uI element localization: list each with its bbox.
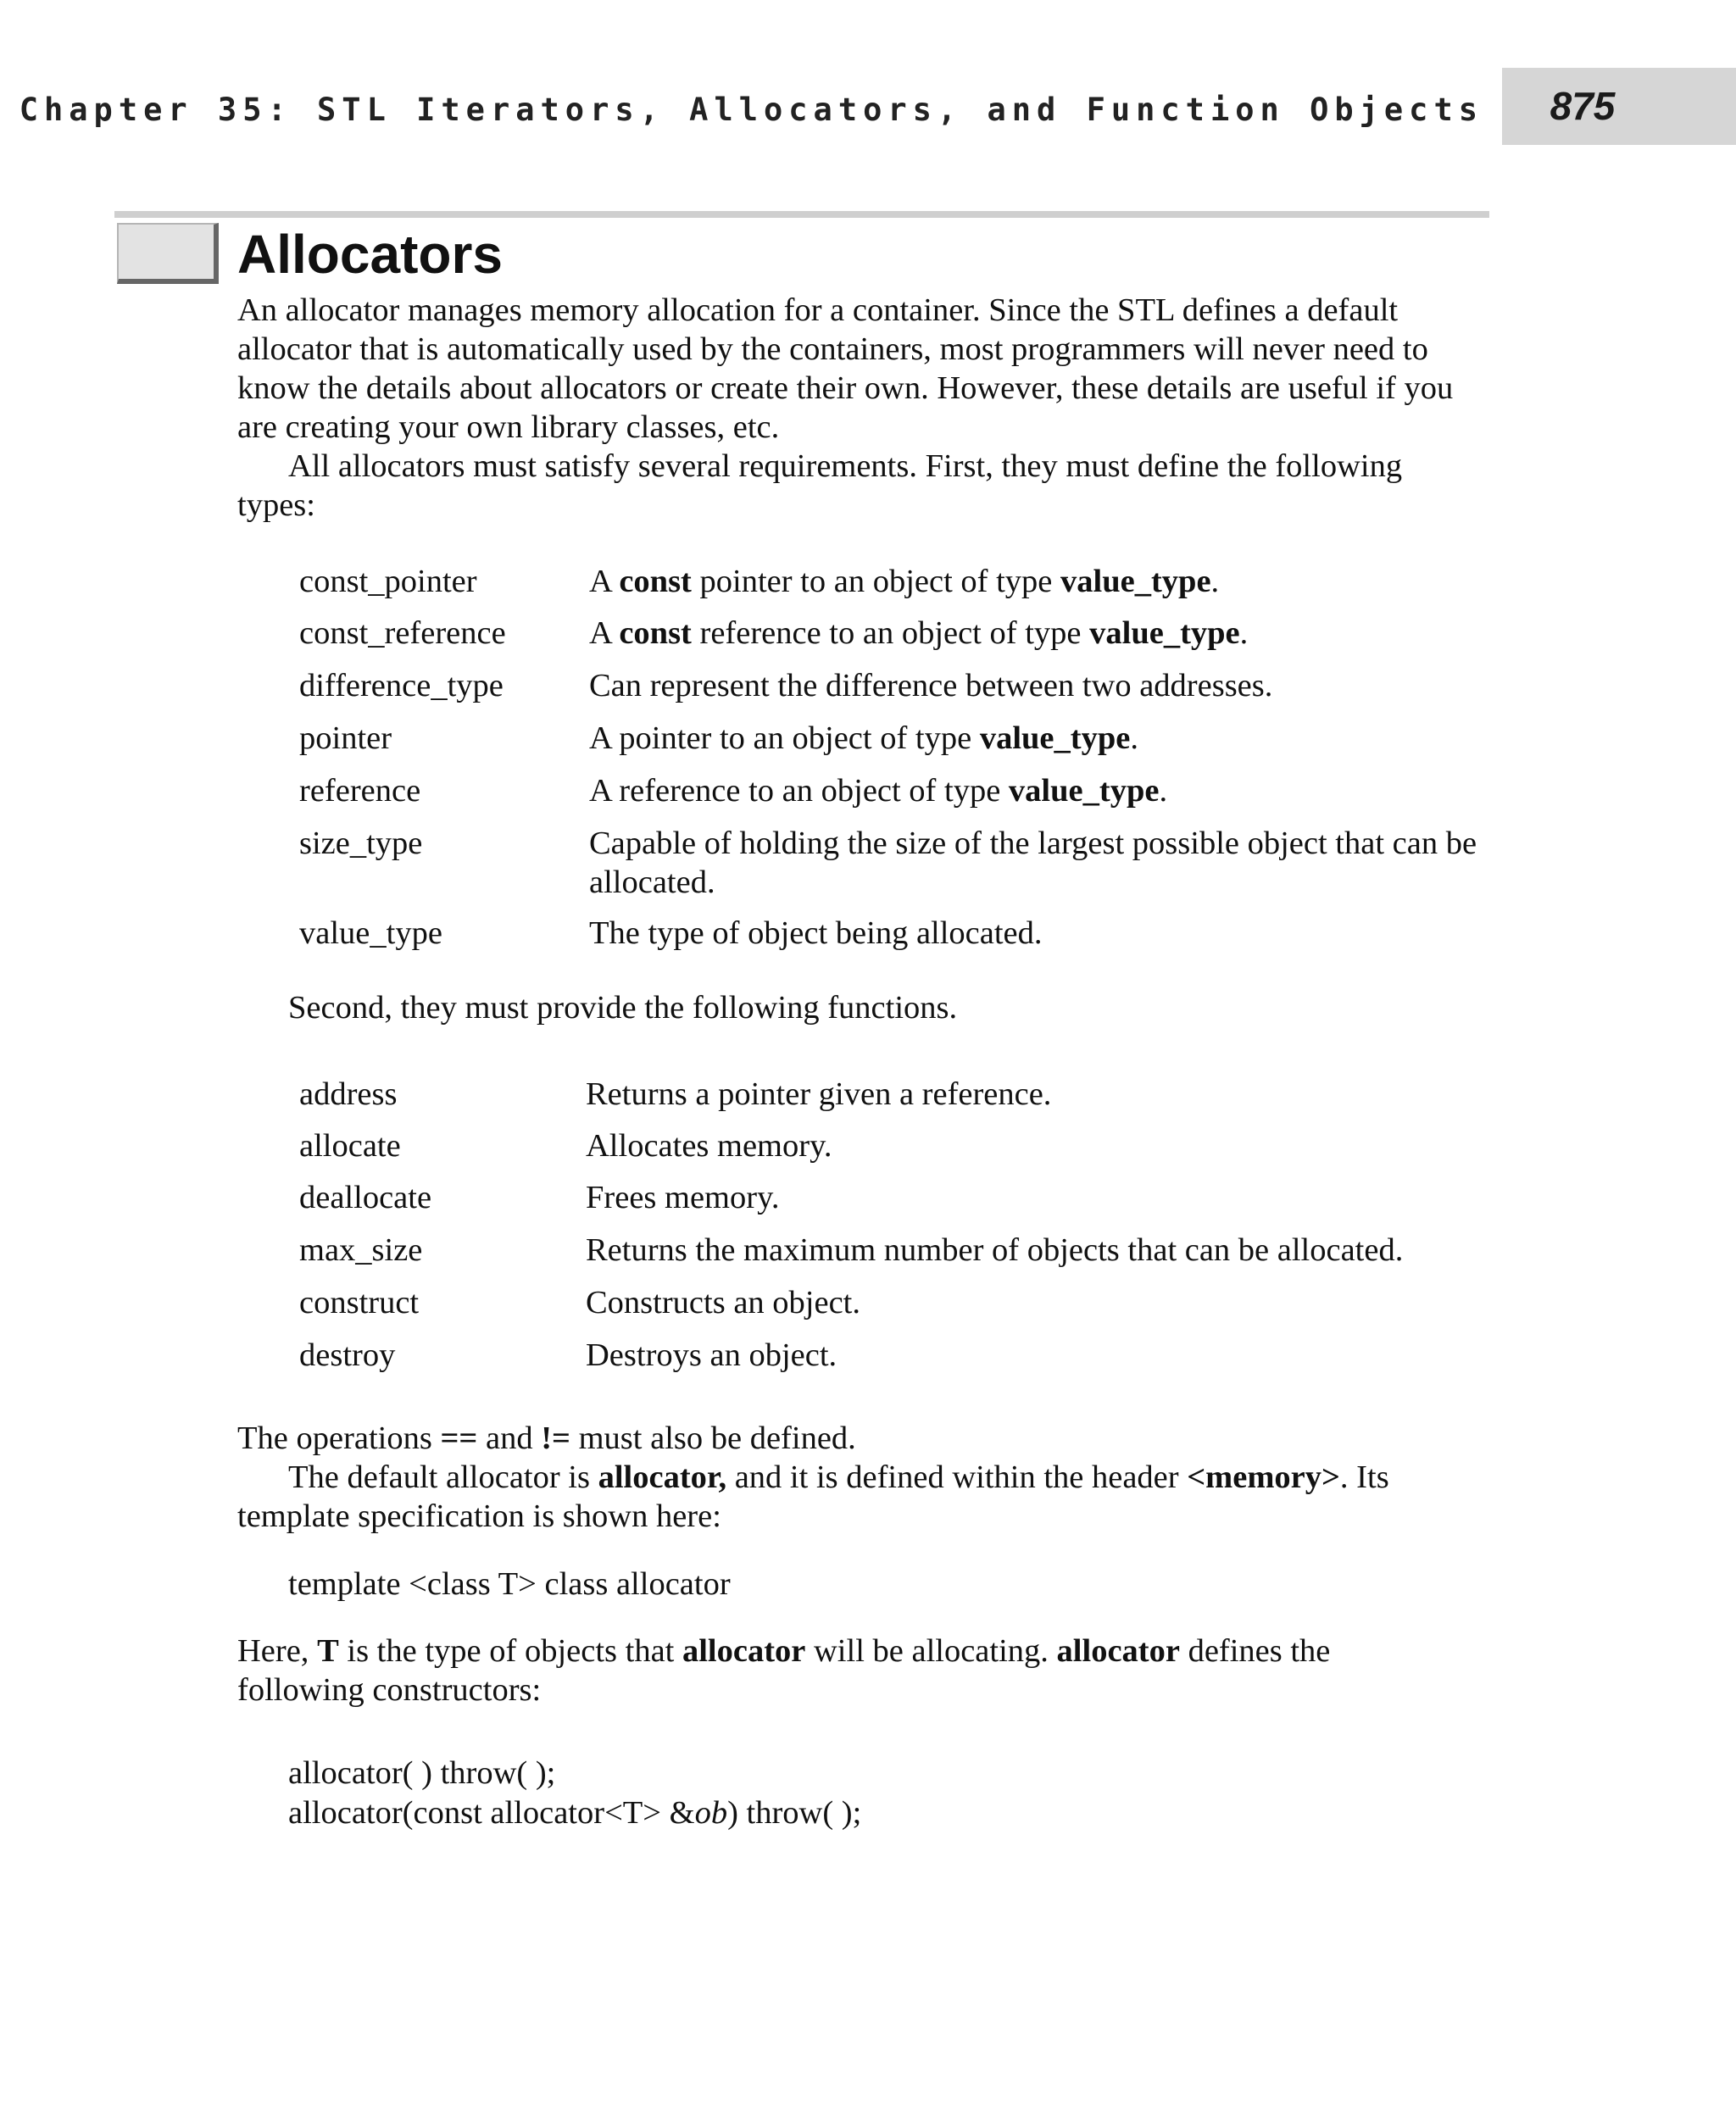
function-description: Allocates memory. bbox=[586, 1128, 832, 1164]
intro-paragraph: An allocator manages memory allocation for a container. Since the STL defines a default allocator that is automatically used by the containers, most programmers will never need to know the details about allocators or create their own. However, these details are useful if you are creating your own library classes, etc. bbox=[237, 292, 1454, 445]
template-spec: template <class T> class allocator bbox=[288, 1566, 731, 1602]
type-description: A reference to an object of type value_type. bbox=[589, 773, 1168, 809]
functions-intro: Second, they must provide the following functions. bbox=[288, 990, 958, 1026]
type-description: Capable of holding the size of the largest possible object that can be allocated. bbox=[589, 826, 1477, 900]
default-allocator-paragraph: The default allocator is allocator, and it is defined within the header <memory>. Its template specification is shown here: bbox=[237, 1459, 1389, 1534]
function-term: address bbox=[299, 1076, 398, 1112]
function-description: Returns the maximum number of objects that can be allocated. bbox=[586, 1232, 1404, 1268]
type-description: Can represent the difference between two addresses. bbox=[589, 668, 1273, 703]
type-description: A const reference to an object of type value_type. bbox=[589, 615, 1249, 651]
section-rule bbox=[114, 211, 1489, 218]
type-description: The type of object being allocated. bbox=[589, 915, 1043, 951]
type-description: A const pointer to an object of type value_type. bbox=[589, 564, 1220, 599]
type-term: const_pointer bbox=[299, 564, 477, 599]
function-description: Destroys an object. bbox=[586, 1337, 837, 1373]
function-term: construct bbox=[299, 1285, 420, 1320]
type-term: reference bbox=[299, 773, 421, 809]
type-term: difference_type bbox=[299, 668, 504, 703]
requirements-paragraph: All allocators must satisfy several requirements. First, they must define the following types: bbox=[237, 448, 1403, 523]
type-description: A pointer to an object of type value_type. bbox=[589, 720, 1138, 756]
section-marker-box bbox=[117, 223, 219, 284]
section-title: Allocators bbox=[237, 224, 503, 285]
function-term: destroy bbox=[299, 1337, 396, 1373]
type-term: const_reference bbox=[299, 615, 506, 651]
constructor-copy: allocator(const allocator<T> &ob) throw( ); bbox=[288, 1795, 862, 1831]
function-term: max_size bbox=[299, 1232, 423, 1268]
running-header: Chapter 35: STL Iterators, Allocators, and Function Objects bbox=[19, 92, 1483, 128]
operations-paragraph: The operations == and != must also be defined. bbox=[237, 1420, 856, 1456]
function-description: Constructs an object. bbox=[586, 1285, 860, 1320]
constructor-default: allocator( ) throw( ); bbox=[288, 1755, 556, 1791]
type-term: value_type bbox=[299, 915, 442, 951]
function-description: Frees memory. bbox=[586, 1180, 780, 1215]
type-term: size_type bbox=[299, 826, 423, 861]
constructors-intro: Here, T is the type of objects that allocator will be allocating. allocator defines the following constructors: bbox=[237, 1633, 1331, 1708]
function-description: Returns a pointer given a reference. bbox=[586, 1076, 1052, 1112]
type-term: pointer bbox=[299, 720, 392, 756]
page-number: 875 bbox=[1550, 84, 1616, 128]
function-term: deallocate bbox=[299, 1180, 432, 1215]
function-term: allocate bbox=[299, 1128, 401, 1164]
